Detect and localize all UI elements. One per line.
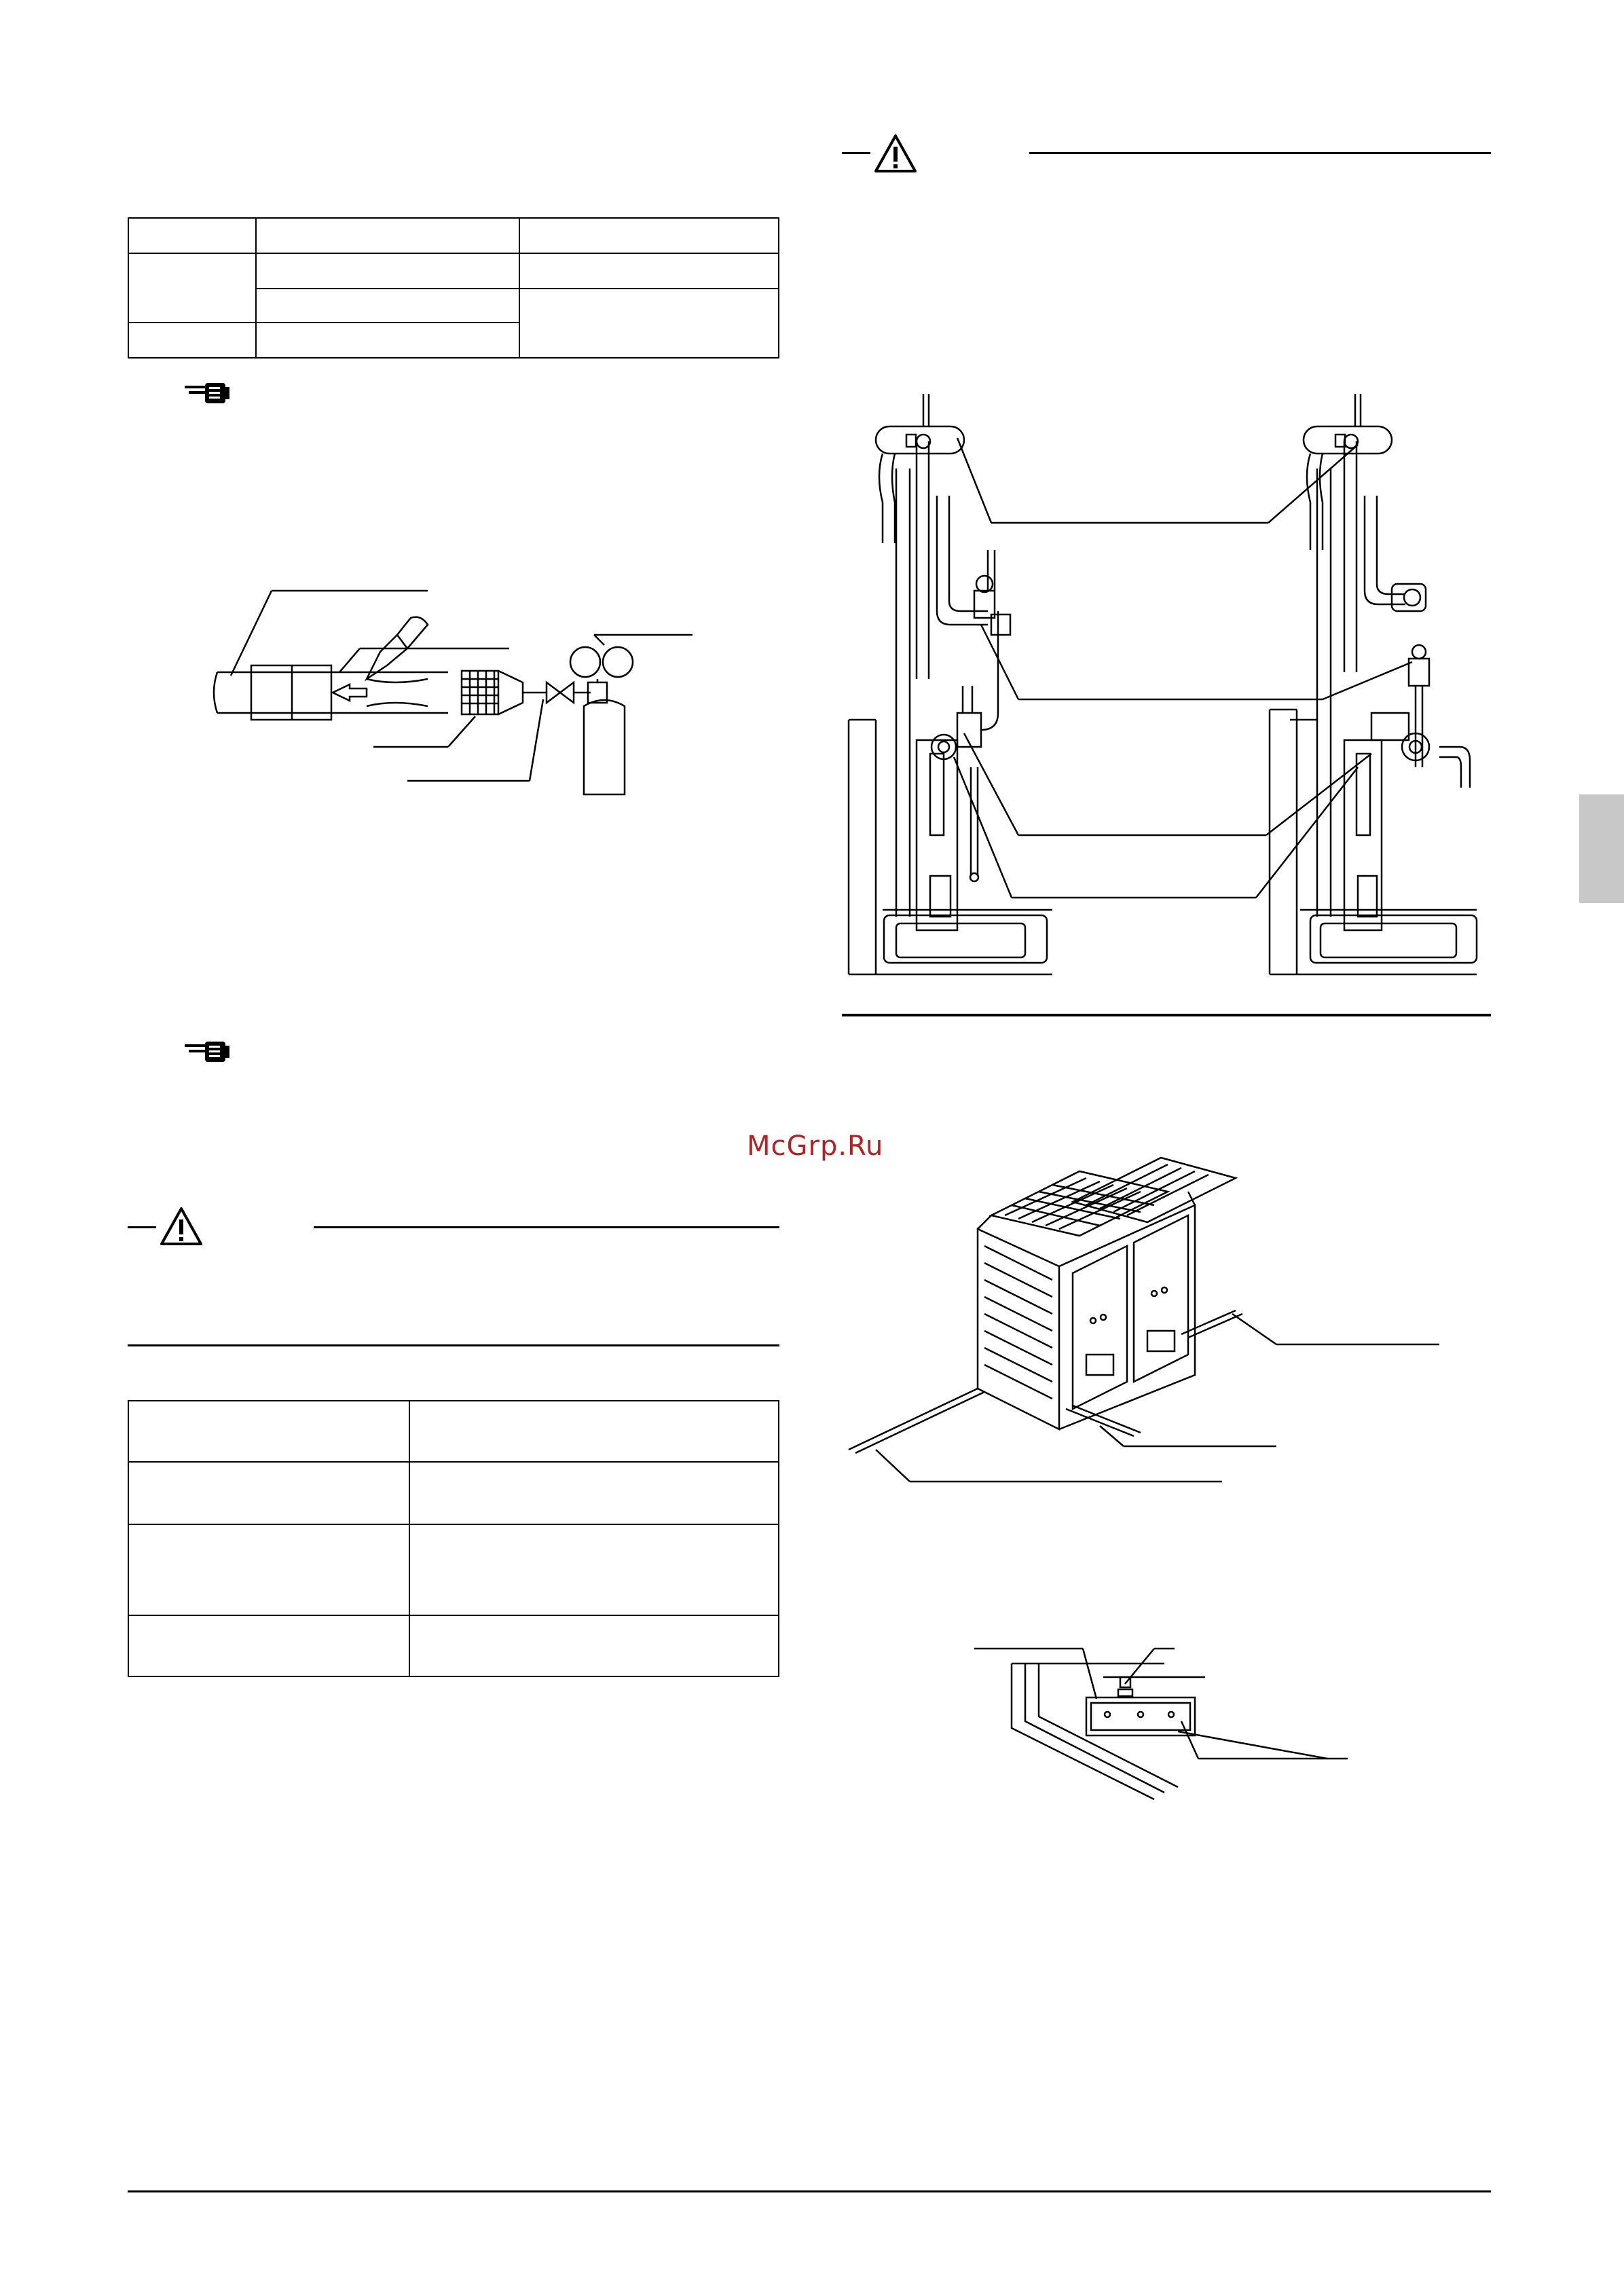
- table-cell: [519, 289, 779, 358]
- pointing-hand-icon: [185, 1039, 232, 1063]
- table-cell: [519, 218, 779, 253]
- caution-rule-left-long: [314, 1226, 779, 1228]
- caution-rule-right: [842, 152, 870, 154]
- table-cell: [128, 323, 256, 358]
- table-cell: [128, 1462, 409, 1524]
- table-cell: [256, 323, 519, 358]
- table-cell: [128, 218, 256, 253]
- warning-triangle-icon: [159, 1206, 204, 1247]
- base-detail-diagram: [974, 1636, 1354, 1806]
- table-cell: [409, 1401, 779, 1462]
- footer-rule: [128, 2190, 1491, 2192]
- caution-rule-left: [128, 1226, 156, 1228]
- watermark-text: McGrp.Ru: [747, 1131, 884, 1162]
- caution-end-rule-right: [842, 1014, 1491, 1016]
- section-side-tab: [1579, 794, 1624, 903]
- table-cell: [128, 253, 256, 323]
- table-cell: [256, 218, 519, 253]
- table-cell: [128, 1401, 409, 1462]
- nitrogen-brazing-diagram: [204, 577, 706, 801]
- table-cell: [256, 253, 519, 289]
- check-table: [128, 1400, 779, 1677]
- table-cell: [409, 1615, 779, 1676]
- table-cell: [409, 1524, 779, 1615]
- pipe-spec-table: [128, 217, 779, 359]
- outdoor-unit-isometric: [964, 1151, 1439, 1511]
- caution-rule-right-long: [1029, 152, 1491, 154]
- table-cell: [409, 1462, 779, 1524]
- outdoor-unit-valve-diagram: [842, 387, 1480, 985]
- pointing-hand-icon: [185, 380, 232, 405]
- caution-end-rule-left: [128, 1344, 779, 1346]
- warning-triangle-icon: [873, 133, 918, 174]
- table-cell: [128, 1524, 409, 1615]
- table-cell: [256, 289, 519, 323]
- table-cell: [128, 1615, 409, 1676]
- table-cell: [519, 253, 779, 289]
